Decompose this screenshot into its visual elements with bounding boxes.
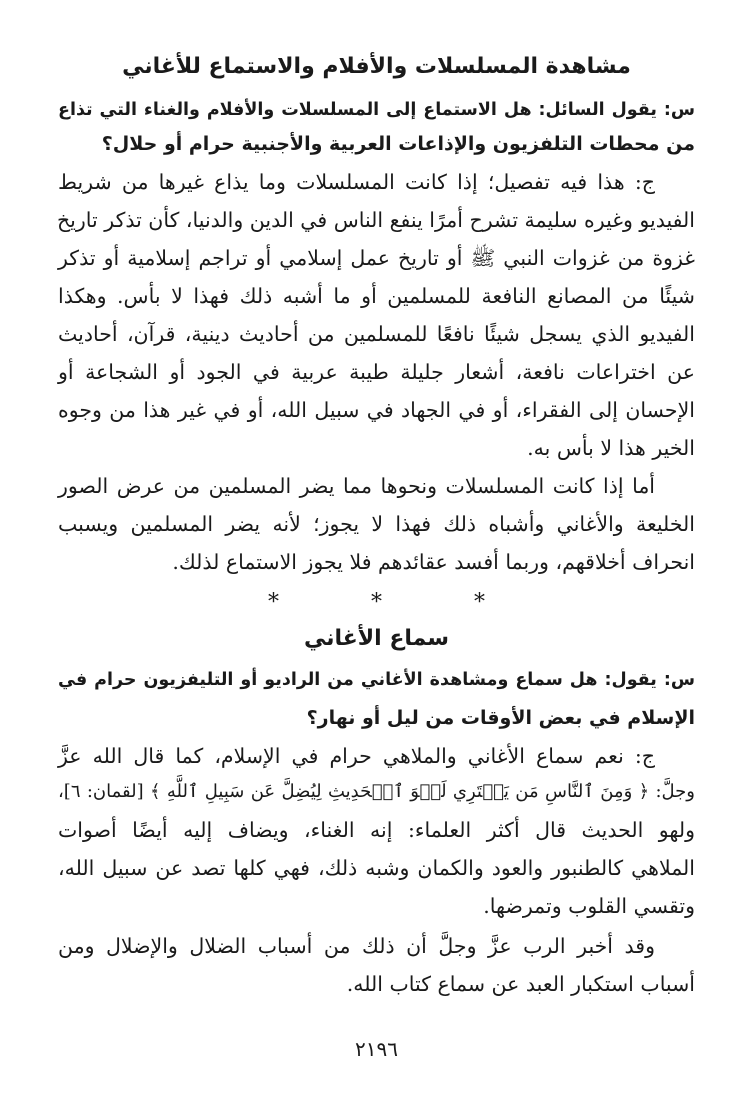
section-title-songs: سماع الأغاني xyxy=(303,626,450,651)
question-1-line-1: س: يقول السائل: هل الاستماع إلى المسلسلات والأفلام والغناء التي تذاع xyxy=(58,100,695,120)
answer-1b-line: أما إذا كانت المسلسلات ونحوها مما يضر المسلمين من عرض الصور xyxy=(58,474,655,498)
answer-1b-line: الخليعة والأغاني وأشباه ذلك فهذا لا يجوز؛ لأنه يضر المسلمين ويسبب xyxy=(58,512,695,536)
answer-2-line: ولهو الحديث قال أكثر العلماء: إنه الغناء، ويضاف إليه أيضًا أصوات xyxy=(58,818,695,842)
answer-1-line: الفيديو الذي يسجل شيئًا نافعًا للمسلمين من أحاديث دينية، قرآن، أحاديث xyxy=(58,322,695,346)
separator-star: * xyxy=(474,590,485,615)
page-number: ٢١٩٦ xyxy=(355,1037,398,1061)
answer-1-line: الإحسان إلى الفقراء، أو في الجهاد في سبيل الله، أو في غير هذا من وجوه xyxy=(58,398,695,422)
answer-2b-line: وقد أخبر الرب عزَّ وجلَّ أن ذلك من أسباب الضلال والإضلال ومن xyxy=(58,934,655,958)
answer-1-line: ج: هذا فيه تفصيل؛ إذا كانت المسلسلات وما يذاع غيرها من شريط xyxy=(58,170,655,194)
answer-2b-line: أسباب استكبار العبد عن سماع كتاب الله. xyxy=(346,972,695,996)
answer-1-line: شيئًا من المصانع النافعة للمسلمين أو ما أشبه ذلك فهذا لا بأس. وهكذا xyxy=(58,284,695,308)
answer-1b-line: انحراف أخلاقهم، وربما أفسد عقائدهم فلا يجوز الاستماع لذلك. xyxy=(172,550,695,574)
question-2-line-1: س: يقول: هل سماع ومشاهدة الأغاني من الراديو أو التليفزيون حرام في xyxy=(58,670,695,690)
answer-1-line: عن اختراعات نافعة، أشعار جليلة طيبة عربية في الجود أو الشجاعة أو xyxy=(58,360,695,384)
question-1-line-2: من محطات التلفزيون والإذاعات العربية والأجنبية حرام أو حلال؟ xyxy=(101,133,695,155)
answer-1-line: الفيديو وغيره سليمة تشرح أمرًا ينفع الناس في الدين والدنيا، كأن تذكر تاريخ xyxy=(56,208,695,232)
answer-2-line: وتقسي القلوب وتمرضها. xyxy=(483,894,695,918)
question-2-line-2: الإسلام في بعض الأوقات من ليل أو نهار؟ xyxy=(306,707,695,729)
answer-2-line: الملاهي كالطنبور والعود والكمان وشبه ذلك، فهي كلها تصد عن سبيل الله، xyxy=(58,856,695,880)
section-title-series-films: مشاهدة المسلسلات والأفلام والاستماع للأغاني xyxy=(122,54,631,79)
answer-1-line: الخير هذا لا بأس به. xyxy=(527,436,695,460)
answer-1-line: غزوة من غزوات النبي ﷺ أو تاريخ عمل إسلامي أو تراجم إسلامية أو تذكر xyxy=(58,246,695,270)
separator-star: * xyxy=(371,590,382,615)
answer-2-line: ج: نعم سماع الأغاني والملاهي حرام في الإسلام، كما قال الله عزَّ xyxy=(58,744,655,768)
separator-star: * xyxy=(268,590,279,615)
section-separator xyxy=(0,588,753,618)
answer-2-quran-line: وجلَّ: ﴿ وَمِنَ ٱلنَّاسِ مَن يَشۡتَرِي لَهۡوَ ٱلۡحَدِيثِ لِيُضِلَّ عَن سَبِيلِ ٱللَّهِ ﴾ [لقمان: ٦]، xyxy=(58,781,695,802)
